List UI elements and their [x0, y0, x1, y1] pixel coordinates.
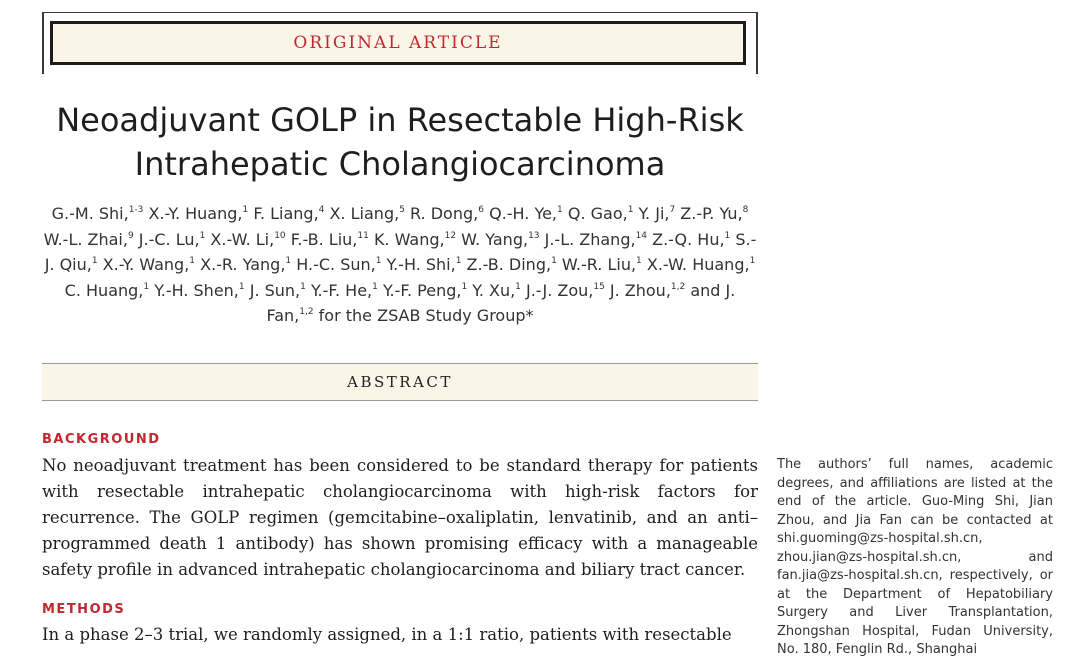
- author-name: K. Wang,: [373, 229, 445, 249]
- header-frame-top-rule: [42, 12, 758, 13]
- author-affiliation: 14: [635, 230, 648, 241]
- abstract-label: ABSTRACT: [347, 373, 453, 391]
- author-entry: [65, 281, 149, 300]
- author-affiliation: 5: [399, 205, 405, 215]
- author-name: X. Liang,: [329, 204, 400, 223]
- author-affiliation: 1: [749, 256, 756, 266]
- author-entry: [149, 204, 249, 223]
- author-affiliation: 1: [242, 205, 249, 215]
- author-name: S.-J. Qiu,: [44, 229, 757, 274]
- author-entry: [652, 230, 730, 249]
- author-entry: [647, 255, 755, 274]
- author-entry: [250, 281, 306, 300]
- author-entry: [52, 204, 144, 223]
- author-name: H.-C. Sun,: [296, 255, 376, 274]
- author-affiliation: 15: [593, 281, 605, 292]
- author-affiliation: 1: [455, 256, 462, 266]
- header-frame-left-rule: [42, 12, 44, 74]
- author-affiliation: 1: [300, 281, 306, 292]
- author-entry: [472, 281, 521, 300]
- author-affiliation: 1: [189, 256, 196, 266]
- author-affiliation: 1: [551, 256, 557, 266]
- background-heading: BACKGROUND: [42, 432, 161, 447]
- author-affiliation: 1: [91, 256, 98, 266]
- author-affiliation: 1: [238, 281, 245, 292]
- author-entry: [467, 255, 557, 274]
- author-name: Y.-F. Peng,: [382, 280, 462, 300]
- author-affiliation: 13: [528, 230, 540, 241]
- author-name: F.-B. Liu,: [290, 229, 358, 249]
- author-name: W.-R. Liu,: [561, 255, 637, 274]
- author-affiliation: 1: [372, 281, 378, 292]
- author-name: C. Huang,: [64, 280, 144, 300]
- author-name: Q.-H. Ye,: [489, 204, 558, 223]
- author-entry: [562, 255, 642, 274]
- author-entry: [387, 255, 462, 274]
- author-name: F. Liang,: [253, 204, 319, 223]
- author-name: J.-J. Zou,: [526, 280, 594, 300]
- author-entry: [374, 230, 456, 249]
- author-affiliation: 1: [627, 205, 634, 215]
- author-entry: [253, 204, 324, 223]
- author-entry: [383, 281, 467, 300]
- article-type-label: ORIGINAL ARTICLE: [293, 33, 503, 53]
- header-frame-right-rule: [756, 12, 758, 74]
- article-title: [42, 98, 758, 186]
- author-name: Y. Xu,: [472, 280, 516, 300]
- author-affiliation: 1: [375, 256, 382, 266]
- author-affiliation: 1,2: [670, 281, 686, 292]
- author-name: X.-R. Yang,: [200, 255, 286, 274]
- title-line-1: Neoadjuvant GOLP in Resectable High-Risk: [56, 101, 744, 139]
- author-entry: [461, 230, 539, 249]
- author-entry: [311, 281, 378, 300]
- author-affiliation: 1: [515, 281, 521, 292]
- author-affiliation: 7: [669, 205, 676, 215]
- author-affiliation: 6: [478, 205, 484, 215]
- author-name: X.-Y. Wang,: [102, 255, 190, 274]
- author-entry: [568, 204, 634, 223]
- author-name: Z.-B. Ding,: [466, 255, 552, 274]
- author-name: Y.-H. Shi,: [386, 255, 456, 274]
- methods-heading: METHODS: [42, 602, 126, 617]
- author-entry: [139, 230, 206, 249]
- author-affiliation: 10: [274, 230, 286, 241]
- author-list: [42, 201, 758, 329]
- author-entry: [639, 204, 676, 223]
- author-name: G.-M. Shi,: [51, 204, 129, 223]
- author-entry: [103, 255, 195, 274]
- author-name: R. Dong,: [410, 204, 479, 223]
- author-name: W. Yang,: [461, 229, 529, 249]
- author-entry: [330, 204, 405, 223]
- author-affiliation: 1: [143, 281, 150, 292]
- author-name: Y. Ji,: [638, 204, 670, 223]
- author-entry: [489, 204, 563, 223]
- author-entry: [610, 281, 685, 300]
- author-affiliation: 1-3: [128, 205, 144, 215]
- author-entry: [410, 204, 484, 223]
- author-affiliation: 8: [742, 205, 749, 215]
- article-type-banner: [50, 21, 746, 65]
- author-name: and J. Fan,: [266, 280, 736, 325]
- author-name: X.-Y. Huang,: [148, 204, 243, 223]
- author-name: W.-L. Zhai,: [43, 229, 128, 249]
- author-affiliation: 1: [557, 205, 563, 215]
- author-affiliation: 11: [357, 230, 369, 241]
- author-entry: [296, 255, 381, 274]
- author-entry: [210, 230, 285, 249]
- author-name: X.-W. Huang,: [646, 255, 750, 274]
- author-affiliation: 9: [127, 230, 134, 241]
- author-affiliation: 1,2: [299, 307, 314, 317]
- author-entry: [291, 230, 369, 249]
- author-name: Y.-H. Shen,: [154, 280, 239, 300]
- author-affiliation: 1: [199, 230, 206, 241]
- author-correspondence-note: The authors’ full names, academic degrees, and affiliations are listed at the end of the article. Guo-Ming Shi, Jian Zhou, and Jia Fan can be contacted at shi.guoming@zs-hospital.sh.cn, zhou.jian@zs-hospital.sh.cn, and fan.jia@zs-hospital.sh.cn, respectively, or at the Department of Hepatobiliary Surgery and Liver Transplantation, Zhongshan Hospital, Fudan University, No. 180, Fenglin Rd., Shanghai: [777, 457, 1053, 657]
- author-name: J. Zhou,: [609, 280, 671, 300]
- author-name: J.-C. Lu,: [138, 229, 200, 249]
- author-name: J.-L. Zhang,: [544, 229, 636, 249]
- author-entry: [44, 230, 134, 249]
- author-name: Y.-F. He,: [310, 280, 373, 300]
- author-name: Z.-Q. Hu,: [652, 229, 725, 249]
- author-name: X.-W. Li,: [210, 229, 275, 249]
- author-affiliation: 12: [444, 230, 457, 241]
- author-name: J. Sun,: [249, 280, 301, 300]
- author-affiliation: 1: [285, 256, 292, 266]
- author-affiliation: 4: [318, 205, 325, 215]
- author-name: Q. Gao,: [567, 204, 628, 223]
- author-entry: [545, 230, 647, 249]
- author-affiliation: 1: [461, 281, 468, 292]
- abstract-header: [42, 363, 758, 401]
- methods-text: In a phase 2–3 trial, we randomly assigned, in a 1:1 ratio, patients with resectable: [42, 625, 732, 644]
- author-entry: [200, 255, 291, 274]
- title-line-2: Intrahepatic Cholangiocarcinoma: [134, 145, 666, 183]
- author-entry: [526, 281, 605, 300]
- author-affiliation: 1: [636, 256, 642, 266]
- author-entry: [154, 281, 244, 300]
- study-group: for the ZSAB Study Group*: [318, 306, 534, 325]
- author-name: Z.-P. Yu,: [680, 204, 743, 223]
- author-affiliation: 1: [724, 230, 731, 241]
- author-entry: [680, 204, 748, 223]
- background-text: No neoadjuvant treatment has been considered to be standard therapy for patients with resectable intrahepatic cholangiocarcinoma with high-risk factors for recurrence. The GOLP regimen (gemcitabine–oxaliplatin, lenvatinib, and an anti–programmed death 1 antibody) has shown promising efficacy with a manageable safety profile in advanced intrahepatic cholangiocarcinoma and biliary tract cancer.: [42, 456, 758, 579]
